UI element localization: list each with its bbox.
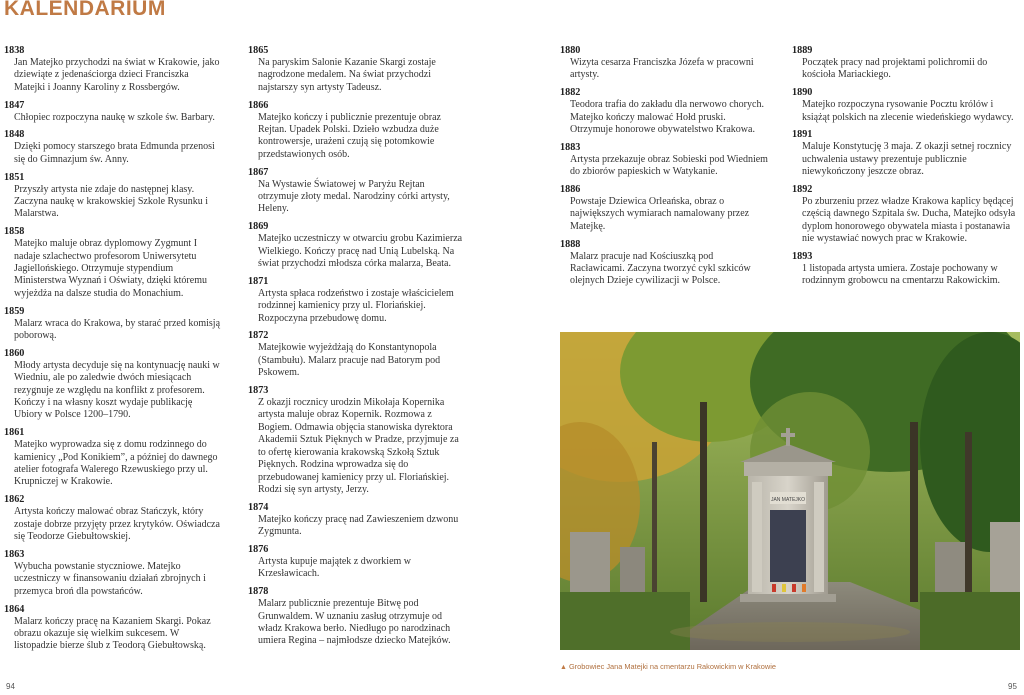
entry-year: 1883 — [560, 141, 581, 153]
timeline-entry — [248, 329, 464, 379]
timeline-entry — [560, 183, 768, 233]
entry-text: Powstaje Dziewica Orleańska, obraz o największych wymiarach namalowany przez Matejkę. — [570, 196, 750, 232]
photo-caption — [560, 662, 860, 671]
timeline-entry — [4, 44, 222, 94]
timeline-entry — [248, 166, 464, 216]
entry-text: Malarz pracuje nad Kościuszką pod Racławicami. Zaczyna tworzyć cykl szkiców olejnych Dzieje cywilizacji w Polsce. — [570, 250, 751, 287]
entry-text: Na paryskim Salonie Kazanie Skargi zostaje nagrodzone medalem. Na świat przychodzi najstarszy syn artysty Tadeusz. — [258, 57, 436, 93]
entry-year: 1882 — [560, 87, 581, 99]
entry-year: 1889 — [792, 45, 813, 56]
entry-year: 1880 — [560, 45, 581, 56]
entry-year: 1866 — [248, 99, 269, 111]
timeline-entry — [4, 225, 222, 300]
entry-year: 1871 — [248, 275, 269, 287]
entry-text: Artysta kupuje majątek z dworkiem w Krzesławicach. — [258, 555, 412, 580]
timeline-entry — [4, 603, 222, 653]
timeline-entry — [248, 220, 464, 270]
timeline-entry — [248, 44, 464, 94]
entry-text: Wybucha powstanie styczniowe. Matejko uczestniczy w finansowaniu działań zbrojnych i przemyca broń dla powstańców. — [14, 560, 206, 597]
entry-year: 1876 — [248, 543, 269, 555]
entry-year: 1863 — [4, 548, 25, 560]
entry-text: Chłopiec rozpoczyna naukę w szkole św. Barbary. — [14, 111, 215, 123]
entry-year: 1890 — [792, 87, 813, 99]
timeline-entry — [792, 128, 1020, 178]
entry-text: Artysta kończy malować obraz Stańczyk, który zostaje dobrze przyjęty przez krytyków. Oświadcza się Teodorze Giebułtowskiej. — [14, 506, 220, 543]
timeline-entry — [248, 275, 464, 325]
entry-text: Matejko kończy pracę nad Zawieszeniem dzwonu Zygmunta. — [258, 513, 459, 538]
entry-year: 1864 — [4, 603, 25, 615]
column-2 — [248, 44, 464, 652]
entry-text: Matejko maluje obraz dyplomowy Zygmunt I nadaje szlachectwo profesorom Uniwersytetu Jagiellońskiego. Otrzymuje stypendium Ministerstwa Wyznań i Oświaty, dzięki któremu wyjeżdża na dalsze studia do Monachium. — [14, 238, 207, 299]
entry-year: 1892 — [792, 184, 813, 196]
timeline-entry — [4, 347, 222, 422]
column-4 — [792, 44, 1020, 292]
timeline-entry — [248, 543, 464, 581]
timeline-entry — [560, 44, 768, 82]
entry-text: Matejko rozpoczyna rysowanie Pocztu królów i książąt polskich na zlecenie wiedeńskiego wydawcy. — [802, 99, 1014, 123]
entry-text: Dzięki pomocy starszego brata Edmunda przenosi się do Gimnazjum św. Anny. — [14, 141, 215, 165]
cemetery-photo — [560, 332, 1020, 650]
page-number-left: 94 — [6, 682, 15, 691]
timeline-entry — [792, 250, 1020, 288]
cemetery-photo-illustration — [560, 332, 1020, 650]
timeline-entry — [4, 426, 222, 489]
entry-year: 1874 — [248, 501, 269, 513]
entry-text: 1 listopada artysta umiera. Zostaje pochowany w rodzinnym grobowcu na cmentarzu Rakowickim. — [802, 263, 1000, 287]
triangle-icon: ▲ — [560, 664, 567, 671]
tomb-inscription: JAN MATEJKO — [770, 497, 806, 503]
timeline-entry — [560, 238, 768, 288]
entry-year: 1893 — [792, 251, 813, 263]
timeline-entry — [560, 141, 768, 179]
entry-text: Jan Matejko przychodzi na świat w Krakowie, jako dziewiąte z jedenaściorga dzieci Franciszka Matejki i Joanny Karoliny z Rossbergów. — [14, 57, 220, 93]
entry-year: 1891 — [792, 129, 813, 141]
entry-text: Artysta spłaca rodzeństwo i zostaje właścicielem rodzinnej kamienicy przy ul. Floriańskiej. Rozpoczyna przebudowę domu. — [258, 287, 454, 324]
timeline-entry — [4, 128, 222, 166]
timeline-entry — [4, 171, 222, 221]
entry-text: Matejko uczestniczy w otwarciu grobu Kazimierza Wielkiego. Kończy pracę nad Unią Lubelską. Na świat przychodzi młodsza córka malarza, Beata. — [258, 233, 463, 270]
entry-text: Wizyta cesarza Franciszka Józefa w pracowni artysty. — [570, 57, 754, 81]
entry-text: Na Wystawie Światowej w Paryżu Rejtan otrzymuje złoty medal. Narodziny córki artysty, Heleny. — [258, 178, 450, 215]
entry-year: 1869 — [248, 221, 269, 233]
entry-year: 1888 — [560, 238, 581, 250]
entry-year: 1865 — [248, 45, 269, 56]
entry-year: 1886 — [560, 184, 581, 196]
column-3 — [560, 44, 768, 292]
entry-text: Początek pracy nad projektami polichromii do kościoła Mariackiego. — [802, 57, 988, 81]
entry-year: 1860 — [4, 347, 25, 359]
entry-year: 1858 — [4, 226, 25, 238]
timeline-entry — [792, 183, 1020, 246]
entry-year: 1878 — [248, 586, 269, 598]
entry-year: 1859 — [4, 305, 25, 317]
timeline-entry — [248, 384, 464, 496]
entry-text: Malarz publicznie prezentuje Bitwę pod Grunwaldem. W uznaniu zasług otrzymuje od władz Krakowa berło. Niedługo po narodzinach umiera Regina – najmłodsze dziecko Matejków. — [258, 598, 451, 647]
entry-text: Artysta przekazuje obraz Sobieski pod Wiedniem do zbiorów papieskich w Watykanie. — [570, 153, 768, 178]
entry-year: 1848 — [4, 129, 25, 141]
entry-year: 1851 — [4, 171, 25, 183]
entry-text: Maluje Konstytucję 3 maja. Z okazji setnej rocznicy uchwalenia ustawy prezentuje publicznie niewykończony jeszcze obraz. — [802, 141, 1012, 178]
entry-text: Z okazji rocznicy urodzin Mikołaja Kopernika artysta maluje obraz Kopernik. Rozmowa z Bogiem. Odmawia objęcia stanowiska dyrektora Akademii Sztuk Pięknych w Pradze, przyjmuje za to ofertę kierowania krakowską Szkołą Sztuk Pięknych. Rodzina wprowadza się do przebudowanej kamienicy przy ul. Floriańskiej. Rodzi się syn artysty, Jerzy. — [258, 397, 459, 495]
entry-text: Malarz wraca do Krakowa, by starać przed komisją poborową. — [14, 317, 221, 342]
timeline-entry — [792, 44, 1020, 82]
entry-text: Teodora trafia do zakładu dla nerwowo chorych. Matejko kończy malować Hołd pruski. Otrzymuje honorowe obywatelstwo Krakowa. — [570, 99, 764, 136]
entry-year: 1838 — [4, 45, 25, 56]
entry-text: Matejko kończy i publicznie prezentuje obraz Rejtan. Upadek Polski. Dzieło wzbudza duże kontrowersje, urażeni czują się potomkowie przedstawionych osób. — [258, 111, 441, 160]
timeline-entry — [792, 86, 1020, 124]
entry-text: Młody artysta decyduje się na kontynuację nauki w Wiedniu, ale po zaledwie dwóch miesiącach rezygnuje ze względu na konflikt z profesorem. Kończy i na własny koszt wydaje publikację Ubiory w Polsce 1200–1790. — [14, 359, 220, 421]
timeline-entry — [4, 305, 222, 343]
entry-year: 1847 — [4, 99, 25, 111]
timeline-entry — [560, 86, 768, 136]
entry-year: 1867 — [248, 166, 269, 178]
entry-year: 1873 — [248, 385, 269, 397]
entry-text: Matejkowie wyjeżdżają do Konstantynopola (Stambułu). Malarz pracuje nad Batorym pod Pskowem. — [258, 342, 441, 379]
timeline-entry — [4, 99, 222, 124]
entry-year: 1872 — [248, 330, 269, 342]
photo-caption-text: Grobowiec Jana Matejki na cmentarzu Rakowickim w Krakowie — [568, 662, 776, 671]
entry-text: Po zburzeniu przez władze Krakowa kaplicy będącej częścią dawnego Szpitala św. Ducha, Matejko odsyła dyplom honorowego obywatela miasta i postanawia nie wystawiać nowych prac w Krakowie. — [802, 196, 1016, 245]
entry-text: Przyszły artysta nie zdaje do następnej klasy. Zaczyna naukę w krakowskiej Szkole Rysunku i Malarstwa. — [14, 183, 208, 220]
entry-text: Malarz kończy pracę na Kazaniem Skargi. Pokaz obrazu okazuje się wielkim sukcesem. W listopadzie bierze ślub z Teodorą Giebułtowską. — [14, 615, 211, 652]
timeline-entry — [4, 548, 222, 598]
entry-text: Matejko wyprowadza się z domu rodzinnego do kamienicy „Pod Konikiem”, a później do dawnego atelier fotografa Walerego Rzewuskiego przy ul. Krupniczej w Krakowie. — [14, 439, 218, 488]
timeline-entry — [4, 493, 222, 543]
column-1 — [4, 44, 222, 657]
page-number-right: 95 — [1008, 682, 1017, 691]
timeline-entry — [248, 585, 464, 648]
entry-year: 1861 — [4, 427, 25, 439]
timeline-entry — [248, 501, 464, 539]
page-title: KALENDARIUM — [4, 0, 166, 20]
timeline-entry — [248, 99, 464, 162]
entry-year: 1862 — [4, 494, 25, 506]
